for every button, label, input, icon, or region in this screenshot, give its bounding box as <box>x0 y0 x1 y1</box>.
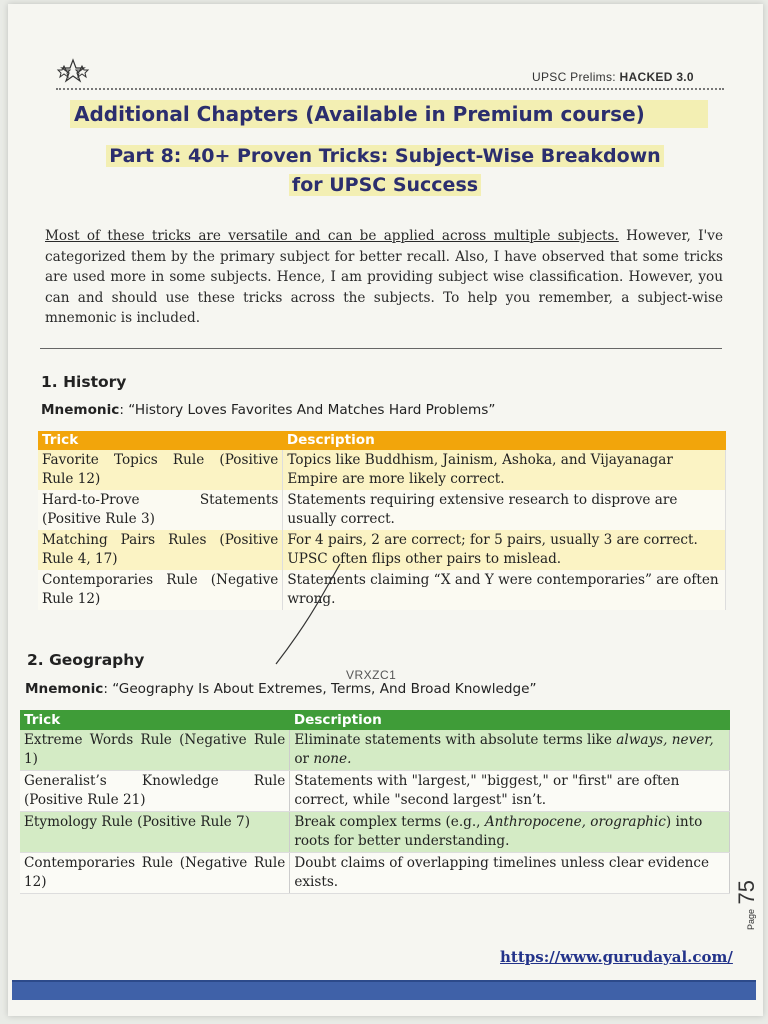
trick-cell: Hard-to-Prove Statements (Positive Rule 3) <box>38 490 283 530</box>
geography-mnemonic <box>25 681 537 697</box>
history-tricks-table <box>38 431 726 610</box>
description-emphasis: always, never, <box>616 732 714 748</box>
table-row <box>20 730 730 771</box>
description-emphasis: Anthropocene, orographic <box>484 814 666 830</box>
trick-cell: Favorite Topics Rule (Positive Rule 12) <box>38 450 283 490</box>
description-cell: Statements requiring extensive research to disprove are usually correct. <box>283 490 726 530</box>
stars-logo-icon <box>56 58 90 86</box>
part-title-line2: for UPSC Success <box>289 174 481 196</box>
table-row <box>38 490 726 530</box>
geography-mnemonic-text: : “Geography Is About Extremes, Terms, And Broad Knowledge” <box>103 681 537 697</box>
history-heading: 1. History <box>41 373 127 391</box>
trick-cell: Extreme Words Rule (Negative Rule 1) <box>20 730 290 771</box>
table-row <box>20 853 730 894</box>
chapter-title: Additional Chapters (Available in Premium course) <box>70 100 708 128</box>
table-header-row <box>20 710 730 730</box>
table-header-row <box>38 431 726 450</box>
description-cell: Statements claiming “X and Y were contemporaries” are often wrong. <box>283 570 726 610</box>
section-divider <box>40 348 722 349</box>
description-cell: Doubt claims of overlapping timelines unless clear evidence exists. <box>290 853 730 894</box>
description-cell: Statements with "largest," "biggest," or "first" are often correct, while "second largest" isn’t. <box>290 771 730 812</box>
intro-paragraph <box>45 226 723 329</box>
header-rule <box>56 88 724 90</box>
course-header <box>532 70 694 84</box>
column-header-description: Description <box>290 710 730 730</box>
table-row <box>20 812 730 853</box>
column-header-trick: Trick <box>38 431 283 450</box>
history-mnemonic-text: : “History Loves Favorites And Matches Hard Problems” <box>119 402 496 418</box>
intro-rest: However, I've categorized them by the primary subject for better recall. Also, I have observed that some tricks are used more in some subjects. Hence, I am providing subject wise classification. However, you can and should use these tricks across the subjects. To help you remember, a subject-wise mnemonic is included. <box>45 228 723 326</box>
table-row <box>38 450 726 490</box>
course-prefix: UPSC Prelims: <box>532 70 620 84</box>
column-header-trick: Trick <box>20 710 290 730</box>
table-row <box>38 530 726 570</box>
description-cell <box>290 812 730 853</box>
intro-underlined: Most of these tricks are versatile and can be applied across multiple subjects. <box>45 228 619 244</box>
trick-cell: Contemporaries Rule (Negative Rule 12) <box>20 853 290 894</box>
trick-cell: Contemporaries Rule (Negative Rule 12) <box>38 570 283 610</box>
geography-heading: 2. Geography <box>27 651 145 669</box>
description-text: Eliminate statements with absolute terms like <box>294 732 617 748</box>
description-emphasis: none. <box>313 751 352 767</box>
trick-cell: Etymology Rule (Positive Rule 7) <box>20 812 290 853</box>
watermark-code: VRXZC1 <box>346 668 397 682</box>
description-cell <box>290 730 730 771</box>
description-cell: For 4 pairs, 2 are correct; for 5 pairs, usually 3 are correct. UPSC often flips other pairs to mislead. <box>283 530 726 570</box>
geography-mnemonic-label: Mnemonic <box>25 681 104 697</box>
page-label: Page <box>746 908 756 930</box>
description-text: or <box>294 751 314 767</box>
footer-bar <box>12 980 756 1000</box>
part-title <box>60 142 710 200</box>
page-number-value: 75 <box>734 880 759 905</box>
course-name: HACKED 3.0 <box>619 70 694 84</box>
table-row <box>20 771 730 812</box>
description-text: ) into roots for better understanding. <box>294 814 703 849</box>
description-text: Break complex terms (e.g., <box>294 814 485 830</box>
page-number <box>734 880 760 930</box>
column-header-description: Description <box>283 431 726 450</box>
history-mnemonic-label: Mnemonic <box>41 402 120 418</box>
geography-tricks-table <box>20 710 730 894</box>
part-title-line1: Part 8: 40+ Proven Tricks: Subject-Wise Breakdown <box>106 145 663 167</box>
trick-cell: Generalist’s Knowledge Rule (Positive Rule 21) <box>20 771 290 812</box>
table-row <box>38 570 726 610</box>
website-link[interactable]: https://www.gurudayal.com/ <box>500 948 733 966</box>
history-mnemonic <box>41 402 495 418</box>
trick-cell: Matching Pairs Rules (Positive Rule 4, 17) <box>38 530 283 570</box>
description-cell: Topics like Buddhism, Jainism, Ashoka, and Vijayanagar Empire are more likely correct. <box>283 450 726 490</box>
